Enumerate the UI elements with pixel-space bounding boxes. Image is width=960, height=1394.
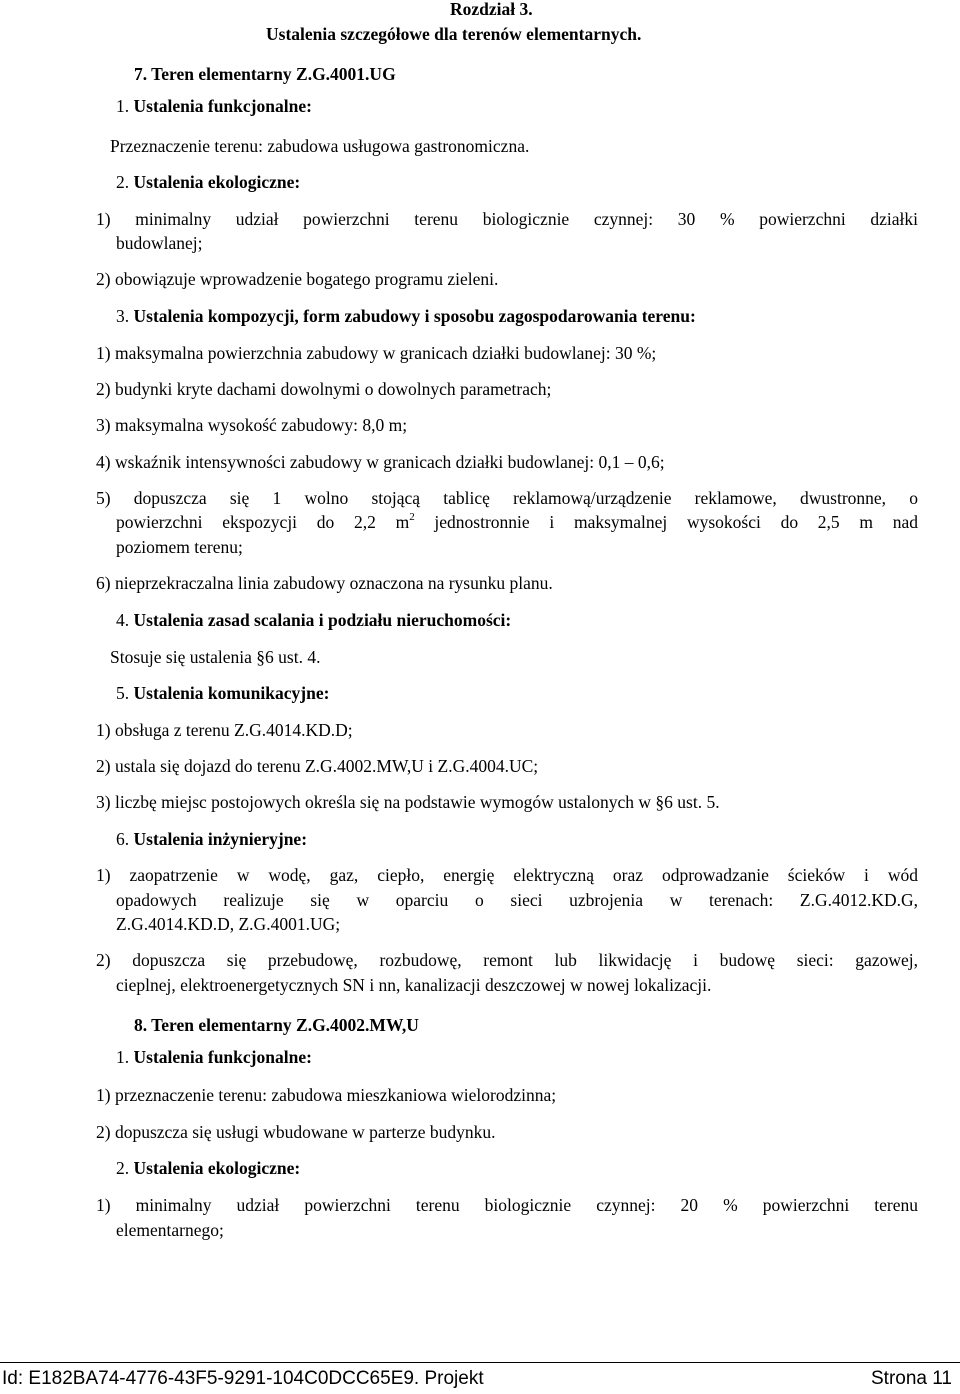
section-title: Ustalenia kompozycji, form zabudowy i sposobu zagospodarowania terenu: (133, 306, 696, 326)
list-item-continuation (116, 888, 918, 912)
section-heading (116, 1156, 300, 1180)
list-item-text: opadowych realizuje się w oparciu o sieci uzbrojenia w terenach: Z.G.4012.KD.G, (116, 890, 918, 910)
section-heading (116, 94, 312, 118)
paragraph: Stosuje się ustalenia §6 ust. 4. (110, 647, 321, 667)
list-item: 2) obowiązuje wprowadzenie bogatego programu zieleni. (96, 269, 499, 289)
footer-page-number: Strona 11 (871, 1368, 952, 1389)
section-number: 2. (116, 172, 130, 192)
section-heading (116, 681, 329, 705)
section-number: 1. (116, 1047, 130, 1067)
area-8-title: 8. Teren elementarny Z.G.4002.MW,U (134, 1015, 419, 1035)
section-number: 5. (116, 683, 130, 703)
list-item: 1) przeznaczenie terenu: zabudowa mieszkaniowa wielorodzinna; (96, 1085, 557, 1105)
list-item-continuation: elementarnego; (116, 1220, 224, 1240)
section-title: Ustalenia zasad scalania i podziału nieruchomości: (133, 610, 512, 630)
chapter-title: Ustalenia szczegółowe dla terenów elementarnych. (266, 24, 642, 44)
section-title: Ustalenia funkcjonalne: (133, 96, 312, 116)
list-item-text: 2) dopuszcza się przebudowę, rozbudowę, remont lub likwidację i budowę sieci: gazowej, (96, 950, 918, 970)
list-item (96, 863, 918, 887)
list-item-text: 5) dopuszcza się 1 wolno stojącą tablicę reklamową/urządzenie reklamowe, dwustronne, o (96, 488, 918, 508)
section-title: Ustalenia komunikacyjne: (133, 683, 330, 703)
list-item-continuation: poziomem terenu; (116, 537, 243, 557)
list-item-text: 1) minimalny udział powierzchni terenu biologicznie czynnej: 20 % powierzchni terenu (96, 1195, 918, 1215)
section-heading (116, 827, 307, 851)
list-item: 2) budynki kryte dachami dowolnymi o dowolnych parametrach; (96, 379, 552, 399)
list-item-continuation (116, 510, 918, 534)
list-item-text: powierzchni ekspozycji do 2,2 m (116, 512, 410, 532)
chapter-number: Rozdział 3. (450, 0, 533, 19)
list-item (96, 486, 918, 510)
list-item (96, 948, 918, 972)
list-item-text: jednostronnie i maksymalnej wysokości do 2,5 m nad (414, 512, 918, 532)
section-title: Ustalenia ekologiczne: (133, 1158, 301, 1178)
section-number: 3. (116, 306, 130, 326)
section-heading (116, 1045, 312, 1069)
list-item (96, 1193, 918, 1217)
section-number: 2. (116, 1158, 130, 1178)
section-number: 1. (116, 96, 130, 116)
paragraph: Przeznaczenie terenu: zabudowa usługowa gastronomiczna. (110, 136, 530, 156)
superscript: 2 (409, 511, 415, 524)
list-item-text: 1) zaopatrzenie w wodę, gaz, ciepło, energię elektryczną oraz odprowadzanie ścieków i wód (96, 865, 918, 885)
section-title: Ustalenia funkcjonalne: (133, 1047, 312, 1067)
list-item: 3) liczbę miejsc postojowych określa się na podstawie wymogów ustalonych w §6 ust. 5. (96, 792, 720, 812)
list-item: 1) obsługa z terenu Z.G.4014.KD.D; (96, 720, 353, 740)
section-number: 4. (116, 610, 130, 630)
list-item: 2) dopuszcza się usługi wbudowane w parterze budynku. (96, 1122, 496, 1142)
list-item-continuation: budowlanej; (116, 233, 203, 253)
list-item-continuation: cieplnej, elektroenergetycznych SN i nn, kanalizacji deszczowej w nowej lokalizacji. (116, 975, 712, 995)
list-item-text: 1) minimalny udział powierzchni terenu biologicznie czynnej: 30 % powierzchni działki (96, 209, 918, 229)
area-7-title: 7. Teren elementarny Z.G.4001.UG (134, 64, 396, 84)
section-title: Ustalenia inżynieryjne: (133, 829, 308, 849)
list-item: 4) wskaźnik intensywności zabudowy w granicach działki budowlanej: 0,1 – 0,6; (96, 452, 665, 472)
list-item: 3) maksymalna wysokość zabudowy: 8,0 m; (96, 415, 408, 435)
section-number: 6. (116, 829, 130, 849)
footer-divider (0, 1362, 960, 1363)
section-heading (116, 608, 511, 632)
section-heading (116, 304, 696, 328)
list-item (96, 207, 918, 231)
list-item: 1) maksymalna powierzchnia zabudowy w granicach działki budowlanej: 30 %; (96, 343, 657, 363)
list-item-continuation: Z.G.4014.KD.D, Z.G.4001.UG; (116, 914, 341, 934)
footer-document-id: Id: E182BA74-4776-43F5-9291-104C0DCC65E9. Projekt (2, 1368, 484, 1389)
list-item: 6) nieprzekraczalna linia zabudowy oznaczona na rysunku planu. (96, 573, 553, 593)
section-heading (116, 170, 300, 194)
section-title: Ustalenia ekologiczne: (133, 172, 301, 192)
list-item: 2) ustala się dojazd do terenu Z.G.4002.MW,U i Z.G.4004.UC; (96, 756, 539, 776)
